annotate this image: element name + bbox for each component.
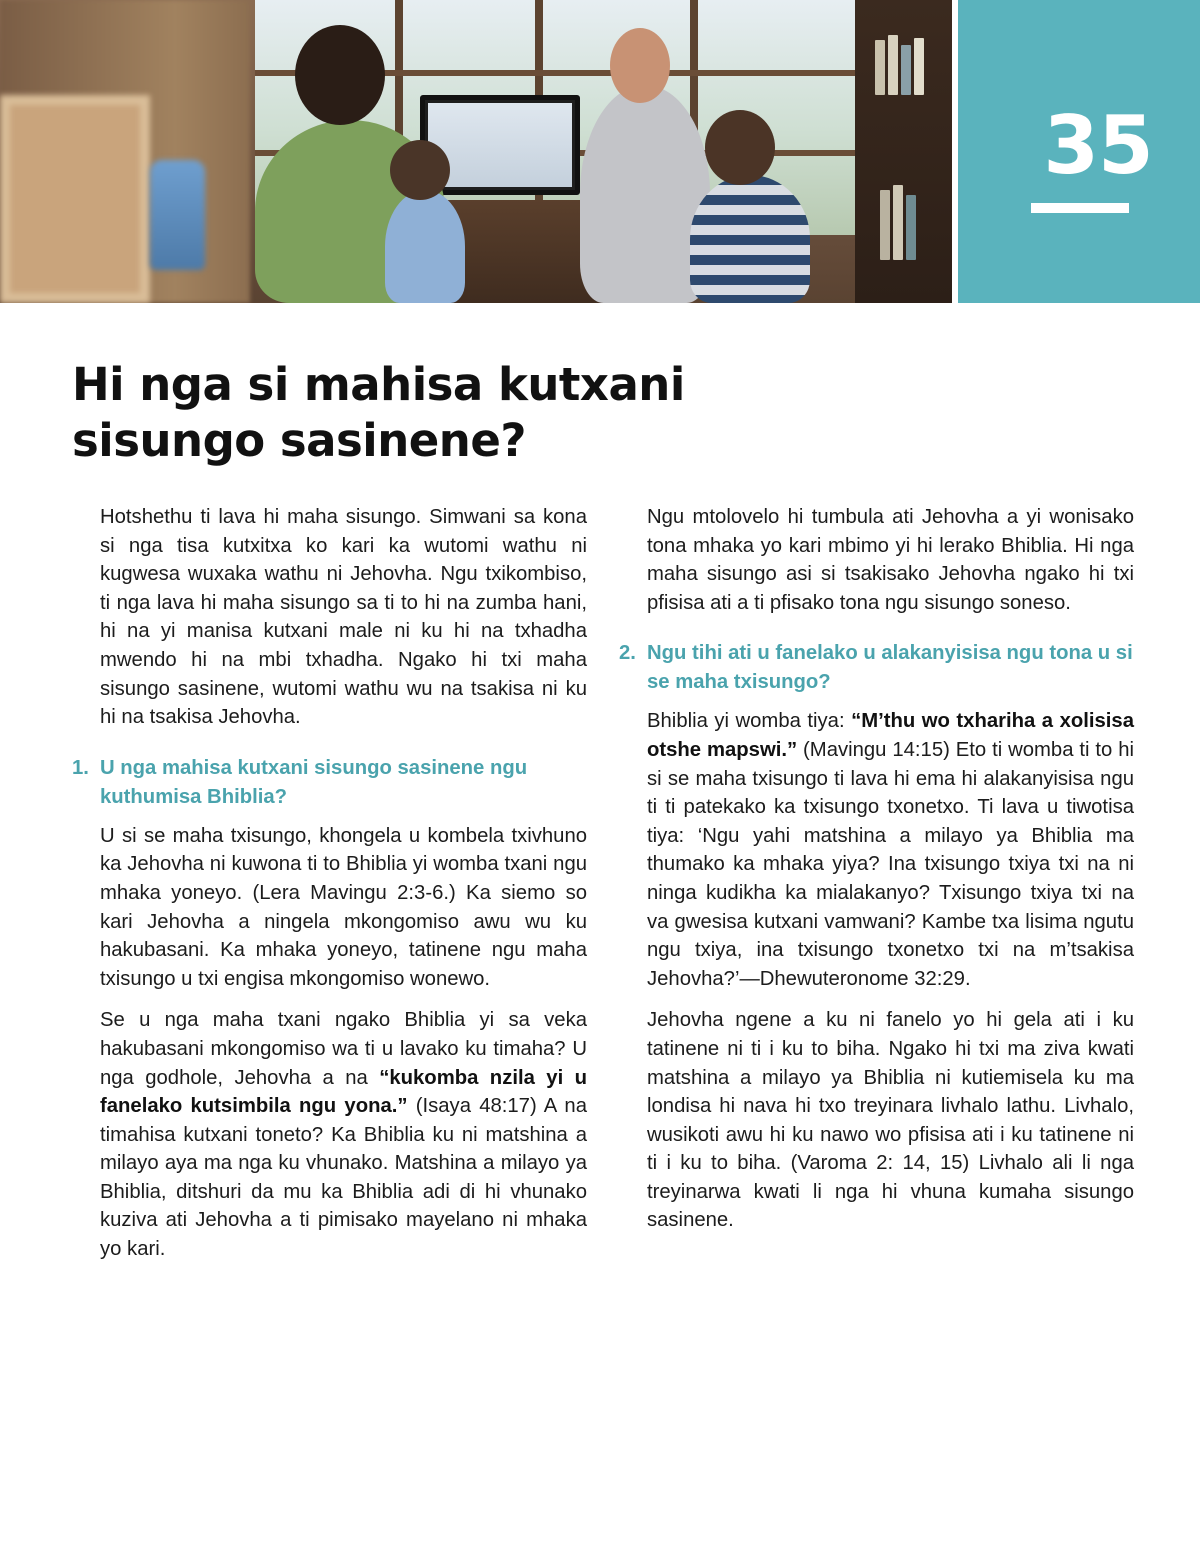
father-head — [610, 28, 670, 103]
question-1-number: 1. — [72, 756, 89, 779]
answer-2-paragraph-1 — [647, 707, 1134, 993]
mother-head — [295, 25, 385, 125]
answer-1-paragraph-1: U si se maha txisungo, khongela u kombela txivhuno ka Jehovha ni kuwona ti to Bhiblia yi womba txani ngu mhaka yoneyo. (Lera Mavingu 2:3-6.) Ka siemo so kari Jehovha a ningela mkongomiso awu wu ku hakubasani. Ka mhaka yoneyo, tatinene ngu maha txisungo u txi engisa mkongomiso wonewo. — [100, 824, 587, 990]
boy — [690, 175, 810, 303]
baby — [385, 190, 465, 303]
scripture-quote: “kukomba nzila yi u fanelako kutsimbila ngu yona.” — [100, 1066, 587, 1118]
continued-paragraph: Ngu mtolovelo hi tumbula ati Jehovha a yi wonisako tona mhaka yo kari mbimo yi hi lerako Bhiblia. Hi nga maha sisungo asi si tsakisako Jehovha ngako hi txi pfisisa ati a ti pfisako tona ngu sisungo soneso. — [647, 506, 1134, 614]
question-2 — [619, 639, 1134, 697]
baby-bottle — [150, 160, 205, 270]
picture-frame — [0, 95, 150, 303]
baby-head — [390, 140, 450, 200]
question-1 — [72, 754, 587, 812]
text-run: (Mavingu 14:15) Eto ti womba ti to hi si se maha txisungo ti lava hi ema hi alakanyisisa ngu ti ti patekako ka txisungo txonetxo. Ti lava u tiwotisa tiya: ‘Ngu yahi matshina a milayo ya Bhiblia ma thumako ka mhaka yiya? Ina txisungo txiya txi na ni ninga kudikha ka mialakanyo? Txisungo txiya txi na va gwesisa kutxani vamwani? Kambe txa lisima ngutu ngu txiya, ina txisungo txonetxo txi na m’tsakisa Jehovha?’—Dhewuteronome 32:29. — [647, 738, 1134, 990]
question-1-text: U nga mahisa kutxani sisungo sasinene ngu kuthumisa Bhiblia? — [100, 756, 528, 808]
answer-2-paragraph-2: Jehovha ngene a ku ni fanelo yo hi gela ati i ku tatinene ni ti i ku to biha. Ngako hi txi ma ziva kwati matshina a milayo ya Bhiblia ni kutiemisela ku ma londisa hi nava hi txo treyinara livhalo lathu. Livhalo, wusikoti awu hi ku nawo wo pfisisa ati i ku tatinene ni ti i ku to biha. (Varoma 2: 14, 15) Livhalo ali li nga treyinarwa kwati li nga hi vhuna kumaha sisungo sasinene. — [647, 1009, 1134, 1232]
left-column — [72, 503, 587, 1277]
chapter-badge — [958, 0, 1200, 303]
question-2-text: Ngu tihi ati u fanelako u alakanyisisa ngu tona u si se maha txisungo? — [647, 642, 1133, 694]
text-run: Se u nga maha txani ngako Bhiblia yi sa veka hakubasani mkongomiso wa ti u lavako ku timaha? U nga godhole, Jehovha a na — [100, 1009, 587, 1089]
chapter-underline — [1031, 203, 1129, 213]
page-title: Hi nga si mahisa kutxani sisungo sasinene? — [72, 358, 685, 467]
answer-1-paragraph-2 — [100, 1006, 587, 1263]
intro-paragraph: Hotshethu ti lava hi maha sisungo. Simwani sa kona si nga tisa kutxitxa ko kari ka wutomi wathu ni kugwesa wuxaka wathu ni Jehovha. Ngu txikombiso, ti nga lava hi maha sisungo sa ti to hi na zumba hani, hi na yi manisa kutxani male ni ku hi na txhadha mwendo hi na mbi txhadha. Ngako hi txi maha sisungo sasinene, wutomi wathu wu na tsakisa ni ku hi na tsakisa Jehovha. — [100, 506, 587, 729]
text-run: Bhiblia yi womba tiya: — [647, 710, 852, 733]
right-column — [619, 503, 1134, 1248]
scripture-quote: “M’thu wo txhariha a xolisisa otshe mapswi.” — [647, 710, 1134, 761]
question-2-number: 2. — [619, 642, 636, 665]
header-photo — [0, 0, 952, 303]
chapter-number: 35 — [1043, 99, 1153, 192]
text-run: (Isaya 48:17) A na timahisa kutxani toneto? Ka Bhiblia ku ni matshina a milayo aya ma nga ku vhunako. Matshina a milayo ya Bhiblia, ditshuri da mu ka Bhiblia adi di hi vhunako kuziva ati Jehovha a ti pimisako mayelano ni mhaka yo kari. — [100, 1095, 587, 1261]
bookshelf — [855, 0, 952, 303]
boy-head — [705, 110, 775, 185]
